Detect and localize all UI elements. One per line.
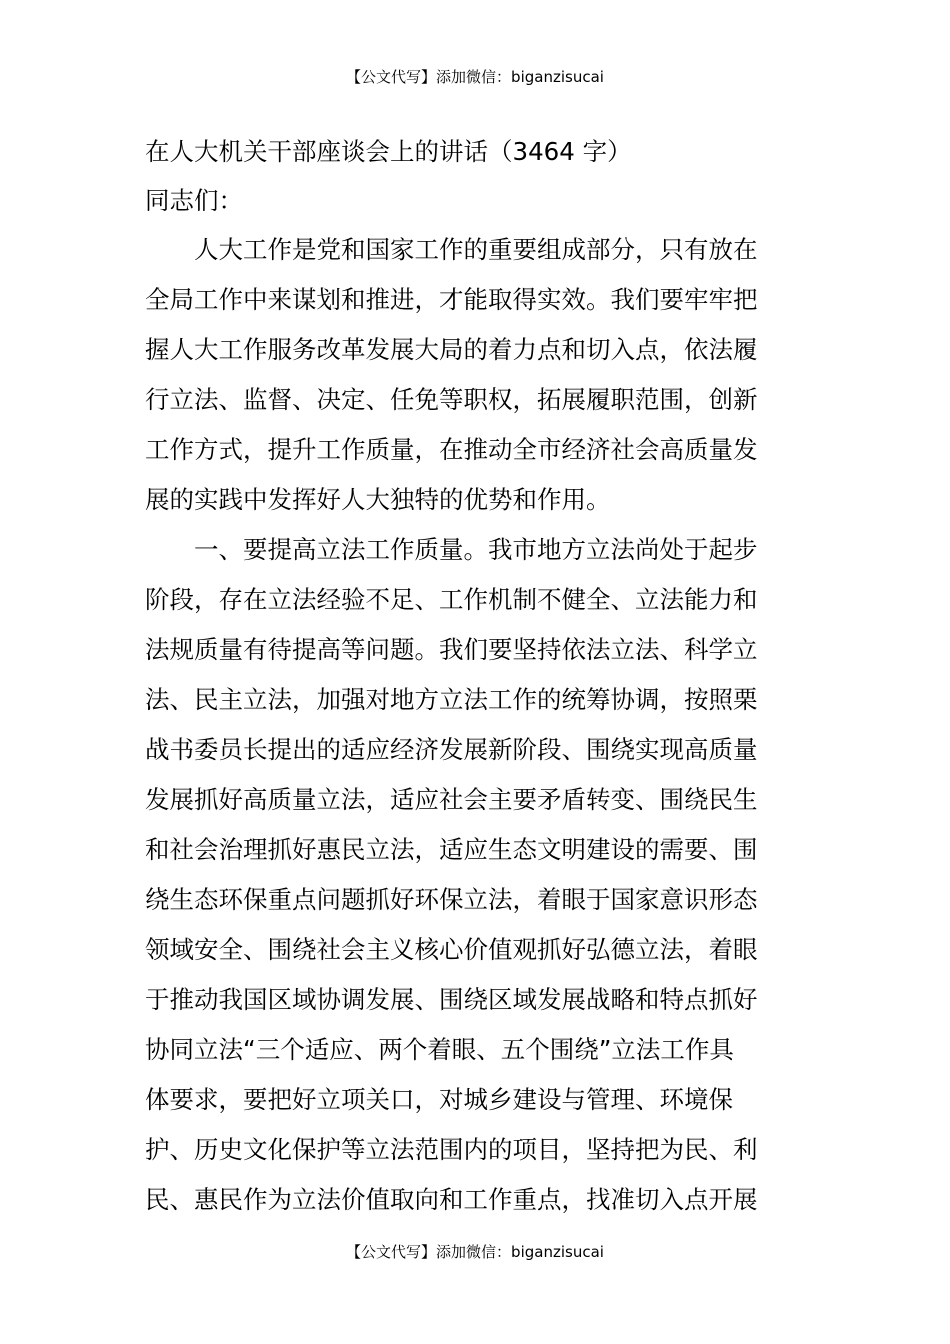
paragraph-2-line: 绕生态环保重点问题抓好环保立法，着眼于国家意识形态 bbox=[145, 885, 758, 914]
paragraph-2-line: 发展抓好高质量立法，适应社会主要矛盾转变、围绕民生 bbox=[145, 785, 758, 814]
paragraph-2-line: 于推动我国区域协调发展、围绕区域发展战略和特点抓好 bbox=[145, 985, 758, 1014]
paragraph-2-line: 法、民主立法，加强对地方立法工作的统筹协调，按照栗 bbox=[145, 685, 758, 714]
paragraph-2-line: 民、惠民作为立法价值取向和工作重点，找准切入点开展 bbox=[145, 1185, 758, 1214]
paragraph-2-line: 和社会治理抓好惠民立法，适应生态文明建设的需要、围 bbox=[145, 835, 758, 864]
salutation: 同志们： bbox=[145, 186, 243, 215]
paragraph-1-line: 全局工作中来谋划和推进，才能取得实效。我们要牢牢把 bbox=[145, 285, 758, 314]
paragraph-2-line: 领域安全、围绕社会主义核心价值观抓好弘德立法，着眼 bbox=[145, 935, 758, 964]
page-footer: 【公文代写】添加微信：biganzisucai bbox=[346, 1243, 604, 1261]
paragraph-1-line: 人大工作是党和国家工作的重要组成部分，只有放在 bbox=[194, 235, 758, 264]
paragraph-2-line: 一、要提高立法工作质量。我市地方立法尚处于起步 bbox=[194, 535, 758, 564]
paragraph-2-line: 协同立法“三个适应、两个着眼、五个围绕”立法工作具 bbox=[145, 1035, 734, 1064]
paragraph-2-line: 阶段，存在立法经验不足、工作机制不健全、立法能力和 bbox=[145, 585, 758, 614]
document-title: 在人大机关干部座谈会上的讲话（3464 字） bbox=[145, 137, 632, 166]
paragraph-1-line: 展的实践中发挥好人大独特的优势和作用。 bbox=[145, 485, 611, 514]
paragraph-2-line: 法规质量有待提高等问题。我们要坚持依法立法、科学立 bbox=[145, 635, 758, 664]
paragraph-2-line: 护、历史文化保护等立法范围内的项目，坚持把为民、利 bbox=[145, 1135, 758, 1164]
page-header: 【公文代写】添加微信：biganzisucai bbox=[346, 68, 604, 86]
paragraph-1-line: 工作方式，提升工作质量，在推动全市经济社会高质量发 bbox=[145, 435, 758, 464]
paragraph-1-line: 握人大工作服务改革发展大局的着力点和切入点，依法履 bbox=[145, 335, 758, 364]
paragraph-2-line: 战书委员长提出的适应经济发展新阶段、围绕实现高质量 bbox=[145, 735, 758, 764]
paragraph-1-line: 行立法、监督、决定、任免等职权，拓展履职范围，创新 bbox=[145, 385, 758, 414]
paragraph-2-line: 体要求，要把好立项关口，对城乡建设与管理、环境保 bbox=[145, 1085, 733, 1114]
